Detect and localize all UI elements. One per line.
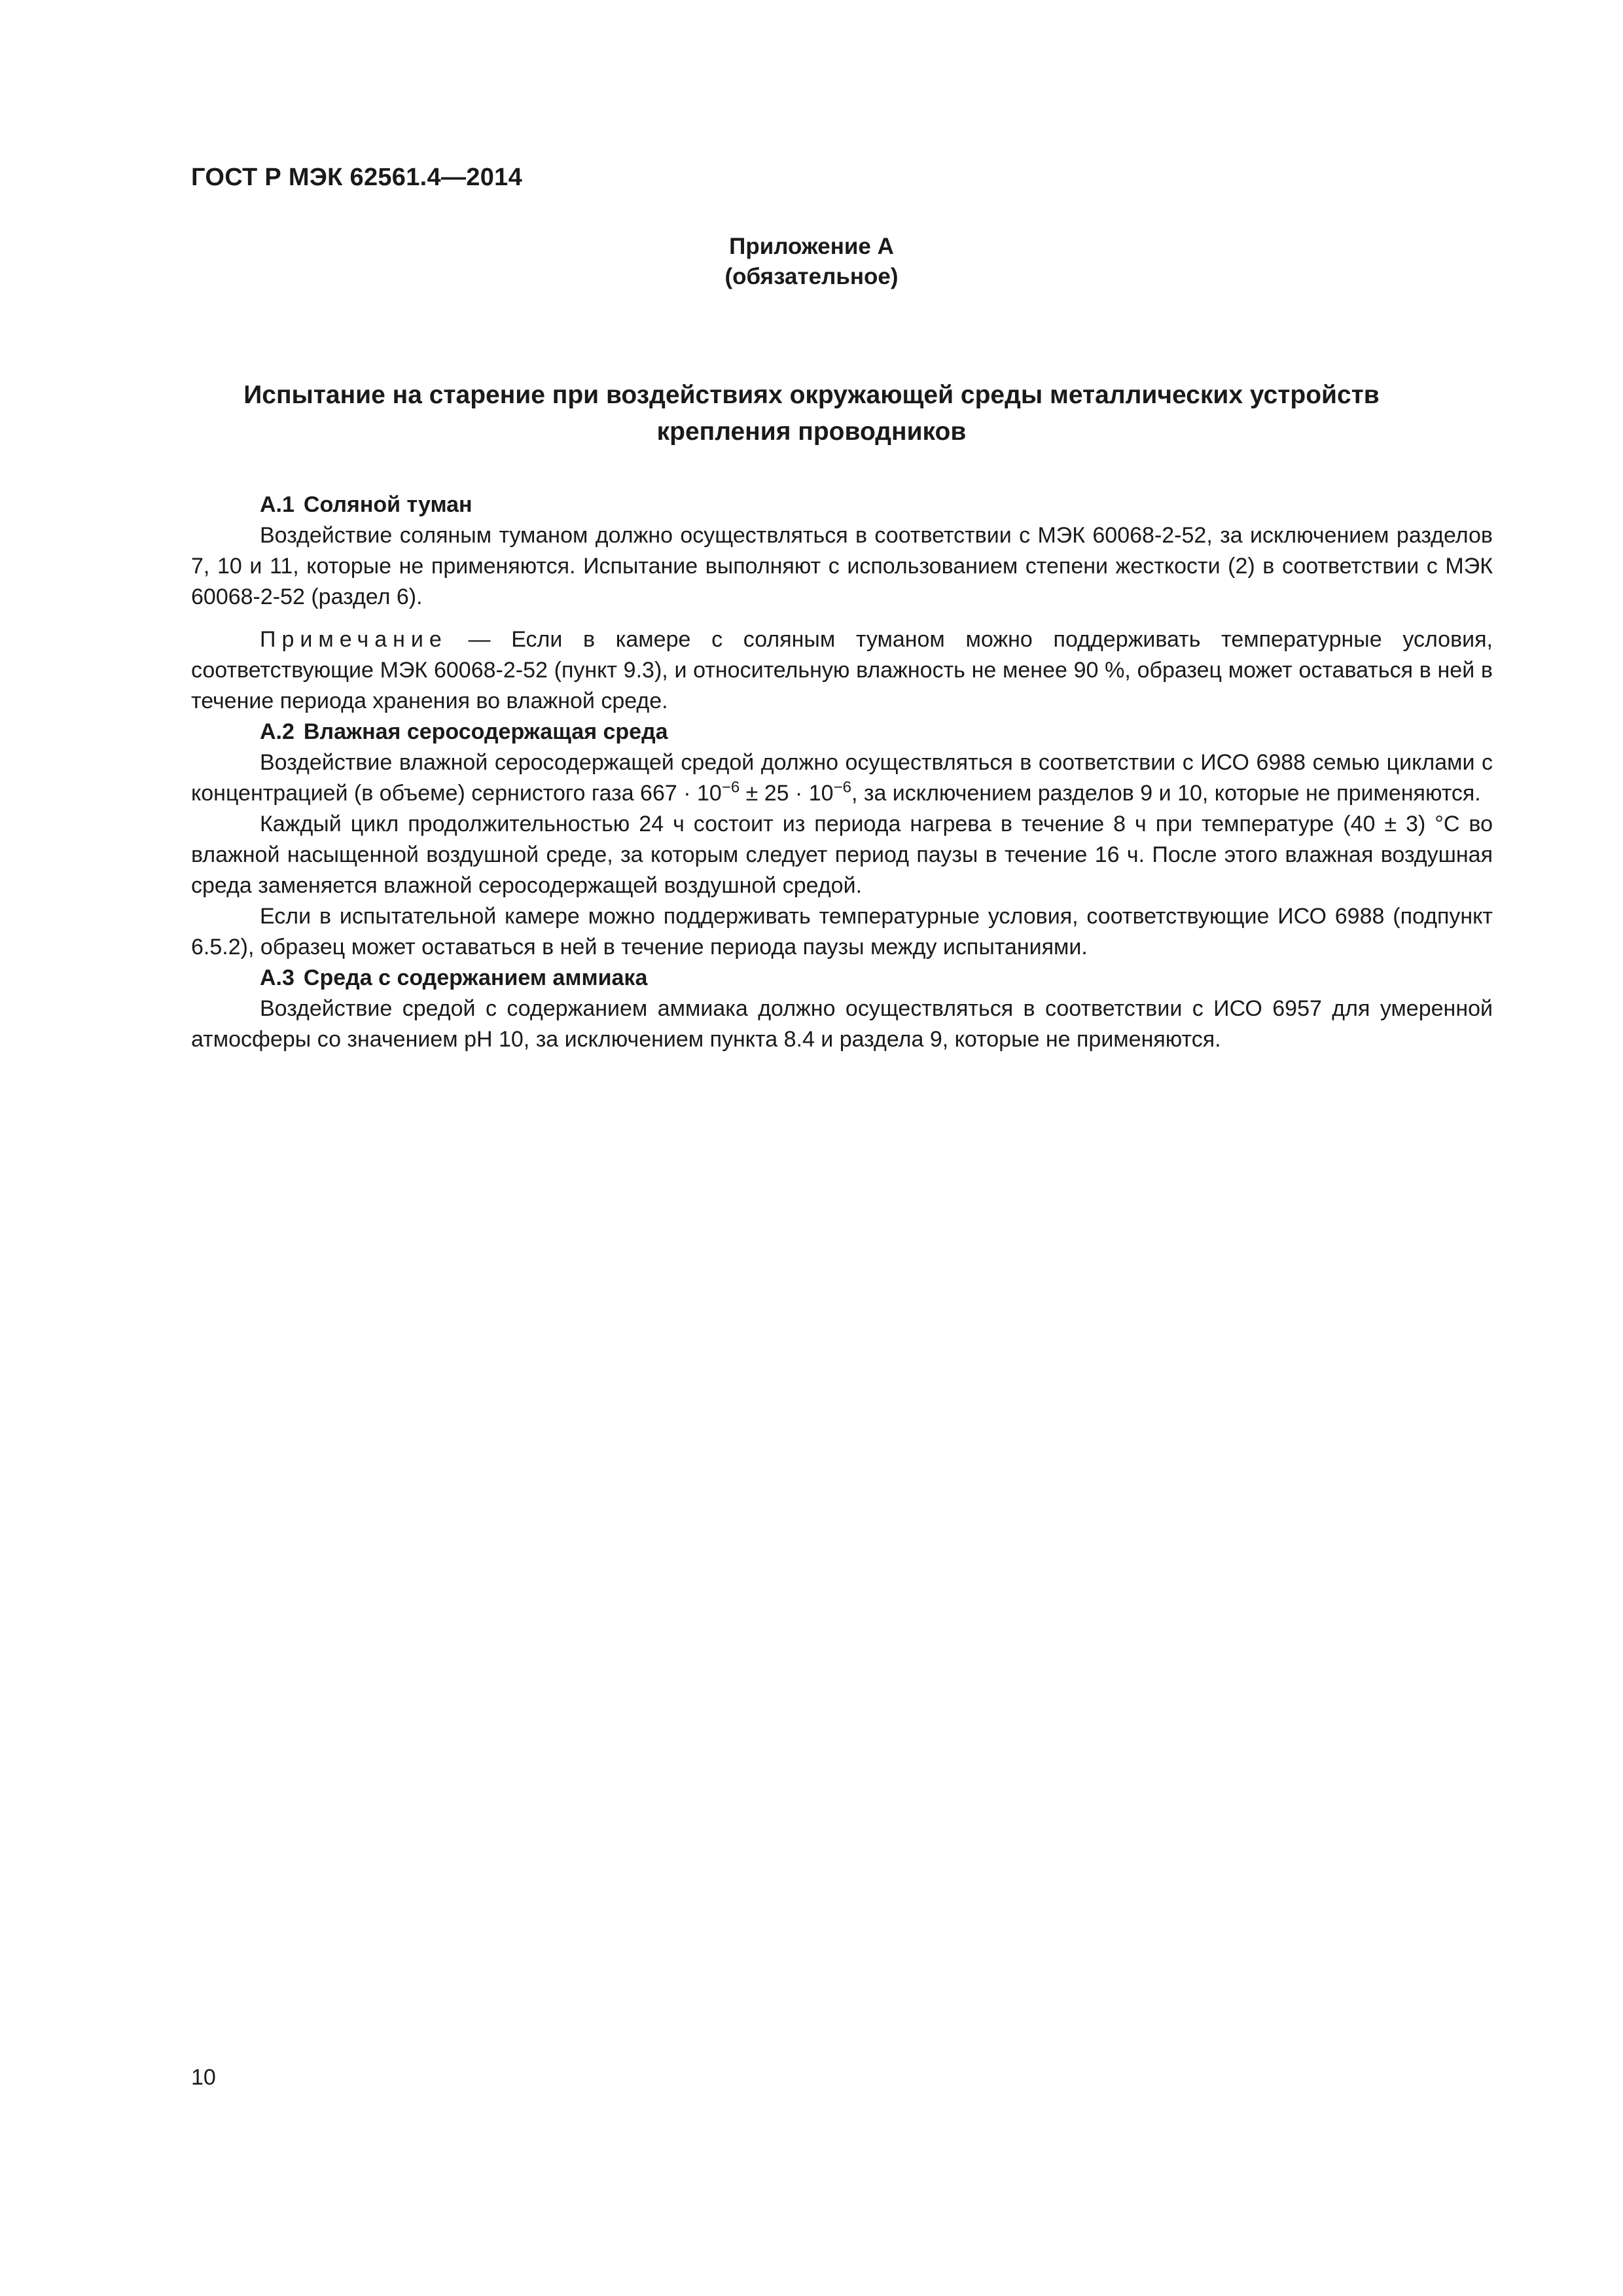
note-text: — Если в камере с соляным туманом можно поддерживать температурные условия, соответствующие МЭК 60068-2-52 (пункт 9.3), и относительную влажность не менее 90 %, образец может оставаться в ней в течение периода хранения во влажной среде. <box>191 627 1493 713</box>
note-label: Примечание <box>260 627 448 652</box>
section-number: А.2 <box>260 719 294 744</box>
paragraph: Если в испытательной камере можно поддерживать температурные условия, соответствующие ИСО 6988 (подпункт 6.5.2), образец может оставаться в ней в течение периода паузы между испытаниями. <box>191 904 1493 960</box>
section-number: А.3 <box>260 965 294 990</box>
page-number: 10 <box>191 2065 216 2090</box>
section-heading-a1 <box>191 490 1493 520</box>
paragraph-text: ± 25 · 10 <box>740 781 834 806</box>
annex-title: Испытание на старение при воздействиях окружающей среды металлических устройств крепления проводников <box>243 381 1380 446</box>
section-number: А.1 <box>260 492 294 517</box>
paragraph-text: Воздействие влажной серосодержащей средой должно осуществляться в соответствии с ИСО 6988 семью циклами с концентрацией (в объеме) сернистого газа 667 · 10 <box>191 750 1493 806</box>
document-body <box>191 490 1493 1055</box>
annex-label: Приложение А <box>729 234 894 259</box>
paragraph-concentration <box>191 747 1493 809</box>
paragraph: Воздействие средой с содержанием аммиака должно осуществляться в соответствии с ИСО 6957 для умеренной атмосферы со значением pH 10, за исключением пункта 8.4 и раздела 9, которые не применяются. <box>191 996 1493 1052</box>
exponent: −6 <box>721 778 740 797</box>
section-title: Соляной туман <box>303 492 473 517</box>
section-heading-a2 <box>191 717 1493 747</box>
paragraph-text: , за исключением разделов 9 и 10, которые не применяются. <box>851 781 1481 806</box>
document-code: ГОСТ Р МЭК 62561.4—2014 <box>191 164 523 191</box>
annex-status: (обязательное) <box>724 264 899 289</box>
paragraph: Каждый цикл продолжительностью 24 ч состоит из периода нагрева в течение 8 ч при температуре (40 ± 3) °С во влажной насыщенной воздушной среде, за которым следует период паузы в течение 16 ч. После этого влажная воздушная среда заменяется влажной серосодержащей воздушной средой. <box>191 812 1493 898</box>
paragraph: Воздействие соляным туманом должно осуществляться в соответствии с МЭК 60068-2-52, за исключением разделов 7, 10 и 11, которые не применяются. Испытание выполняют с использованием степени жесткости (2) в соответствии с МЭК 60068-2-52 (раздел 6). <box>191 523 1493 609</box>
note-paragraph <box>191 624 1493 717</box>
section-title: Влажная серосодержащая среда <box>303 719 668 744</box>
section-title: Среда с содержанием аммиака <box>303 965 648 990</box>
exponent: −6 <box>833 778 851 797</box>
annex-heading <box>0 232 1623 292</box>
section-heading-a3 <box>191 963 1493 994</box>
